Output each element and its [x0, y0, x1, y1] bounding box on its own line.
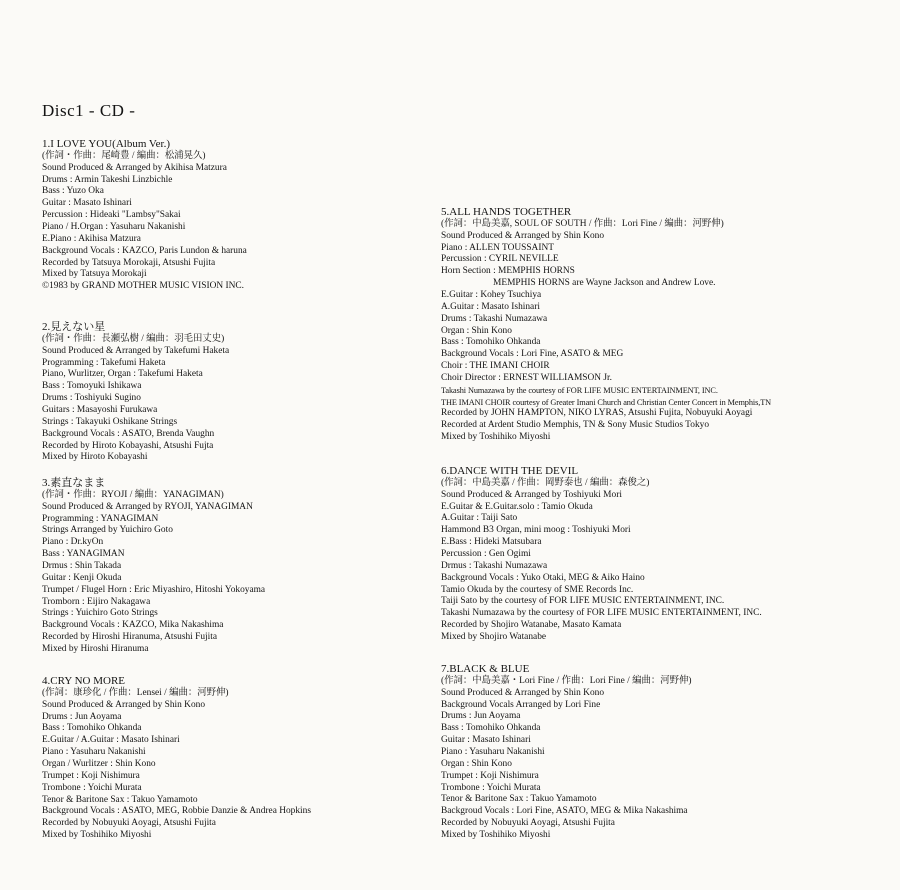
credit-line: Sound Produced & Arranged by Toshiyuki Mori — [441, 489, 622, 500]
credit-line: Recorded at Ardent Studio Memphis, TN & Sony Music Studios Tokyo — [441, 420, 710, 431]
credit-line: Horn Section : MEMPHIS HORNS — [441, 266, 575, 277]
credit-line: Bass : YANAGIMAN — [42, 549, 125, 560]
credit-line: Sound Produced & Arranged by Takefumi Haketa — [42, 345, 230, 356]
credit-line: Taiji Sato by the courtesy of FOR LIFE MUSIC ENTERTAINMENT, INC. — [441, 596, 725, 607]
track-composer-credit: (作詞・作曲：RYOJI / 編曲：YANAGIMAN) — [42, 489, 224, 500]
credit-line: Sound Produced & Arranged by Shin Kono — [441, 687, 605, 698]
credit-line: Tamio Okuda by the courtesy of SME Records Inc. — [441, 584, 634, 595]
credit-line: Background Vocals : Yuko Otaki, MEG & Aiko Haino — [441, 572, 645, 583]
credit-line: Recorded by Hiroshi Hiranuma, Atsushi Fujita — [42, 632, 217, 643]
credit-line: Choir Director : ERNEST WILLIAMSON Jr. — [441, 372, 612, 383]
credit-line: Drums : Toshiyuki Sugino — [42, 393, 141, 404]
credit-line: Takashi Numazawa by the courtesy of FOR LIFE MUSIC ENTERTAINMENT, INC. — [441, 608, 762, 619]
credit-line: Drmus : Shin Takada — [42, 560, 122, 571]
credit-line: Tenor & Baritone Sax : Takuo Yamamoto — [42, 794, 198, 805]
credit-line: Drums : Jun Aoyama — [42, 711, 122, 722]
track-block — [42, 676, 311, 842]
credit-line: Bass : Tomohiko Ohkanda — [441, 337, 541, 348]
credit-line: Percussion : Hideaki "Lambsy"Sakai — [42, 210, 181, 221]
credit-line: Drums : Takashi Numazawa — [441, 313, 548, 324]
credit-line: Bass : Yuzo Oka — [42, 186, 104, 197]
credit-line: MEMPHIS HORNS are Wayne Jackson and Andrew Love. — [493, 278, 716, 289]
credit-line: Trumpet : Koji Nishimura — [42, 770, 140, 781]
credit-line: Background Vocals : ASATO, MEG, Robbie Danzie & Andrea Hopkins — [42, 806, 311, 817]
credit-line: Piano / H.Organ : Yasuharu Nakanishi — [42, 221, 186, 232]
credit-line: THE IMANI CHOIR courtesy of Greater Imani Church and Christian Center Concert in Memphis,TN — [441, 397, 772, 407]
credit-line: Guitar : Masato Ishinari — [441, 735, 531, 746]
credit-line: Background Vocals : KAZCO, Mika Nakashima — [42, 620, 224, 631]
credit-line: Trumpet / Flugel Horn : Eric Miyashiro, Hitoshi Yokoyama — [42, 584, 266, 595]
credit-line: Recorded by Nobuyuki Aoyagi, Atsushi Fujita — [441, 818, 615, 829]
credit-line: Takashi Numazawa by the courtesy of FOR LIFE MUSIC ENTERTAINMENT, INC. — [441, 385, 718, 395]
credit-line: Percussion : CYRIL NEVILLE — [441, 254, 559, 265]
credit-line: Guitar : Kenji Okuda — [42, 572, 122, 583]
track-composer-credit: (作詞：中島美嘉・Lori Fine / 作曲：Lori Fine / 編曲：河野伸) — [441, 675, 692, 686]
track-title: 6.DANCE WITH THE DEVIL — [441, 465, 579, 477]
credit-line: Guitars : Masayoshi Furukawa — [42, 404, 158, 415]
credit-line: Drums : Armin Takeshi Linzbichle — [42, 174, 173, 185]
track-title: 4.CRY NO MORE — [42, 675, 126, 687]
track-title: 2.見えない星 — [42, 321, 106, 333]
credit-line: Strings : Yuichiro Goto Strings — [42, 608, 158, 619]
credit-line: Sound Produced & Arranged by Akihisa Matzura — [42, 162, 227, 173]
track-block — [42, 322, 229, 464]
credit-line: E.Bass : Hideki Matsubara — [441, 537, 542, 548]
credit-line: Mixed by Hiroto Kobayashi — [42, 452, 148, 463]
credit-line: E.Guitar & E.Guitar.solo : Tamio Okuda — [441, 501, 593, 512]
credit-line: Mixed by Toshihiko Miyoshi — [42, 830, 152, 841]
disc-title: Disc1 - CD - — [42, 101, 136, 120]
credit-line: Recorded by Hiroto Kobayashi, Atsushi Fujta — [42, 440, 214, 451]
credit-line: Choir : THE IMANI CHOIR — [441, 361, 550, 372]
credit-line: Bass : Tomohiko Ohkanda — [42, 723, 142, 734]
track-composer-credit: (作詞・作曲：尾崎豊 / 編曲：松浦晃久) — [42, 150, 206, 161]
credit-line: A.Guitar : Taiji Sato — [441, 513, 518, 524]
credit-line: Programming : YANAGIMAN — [42, 513, 159, 524]
credit-line: Sound Produced & Arranged by Shin Kono — [441, 230, 605, 241]
credit-line: E.Piano : Akihisa Matzura — [42, 233, 141, 244]
credit-line: Piano : Yasuharu Nakanishi — [42, 747, 146, 758]
credit-line: Sound Produced & Arranged by Shin Kono — [42, 699, 206, 710]
credit-line: E.Guitar / A.Guitar : Masato Ishinari — [42, 735, 180, 746]
credit-line: Piano, Wurlitzer, Organ : Takefumi Haketa — [42, 369, 203, 380]
credit-line: Recorded by Tatsuya Morokaji, Atsushi Fujita — [42, 257, 216, 268]
credit-line: Piano : Yasuharu Nakanishi — [441, 746, 545, 757]
credit-line: Mixed by Shojiro Watanabe — [441, 631, 547, 642]
credit-line: Tromborn : Eijiro Nakagawa — [42, 596, 151, 607]
credit-line: Programming : Takefumi Haketa — [42, 357, 166, 368]
credit-line: ©1983 by GRAND MOTHER MUSIC VISION INC. — [42, 281, 245, 292]
track-block — [42, 139, 247, 293]
credit-line: Hammond B3 Organ, mini moog : Toshiyuki Mori — [441, 525, 631, 536]
credit-line: Mixed by Toshihiko Miyoshi — [441, 432, 551, 443]
credit-line: Drums : Jun Aoyama — [441, 711, 521, 722]
track-block — [441, 207, 771, 444]
credit-line: Strings : Takayuki Oshikane Strings — [42, 416, 178, 427]
track-composer-credit: (作詞：康珍化 / 作曲：Lensei / 編曲：河野伸) — [42, 687, 229, 698]
track-block — [42, 478, 265, 656]
credit-line: Background Vocals : Lori Fine, ASATO & MEG — [441, 349, 624, 360]
track-title: 3.素直なまま — [42, 477, 106, 489]
credit-line: Recorded by JOHN HAMPTON, NIKO LYRAS, Atsushi Fujita, Nobuyuki Aoyagi — [441, 408, 753, 419]
track-block — [441, 466, 762, 644]
credit-line: Mixed by Tatsuya Morokaji — [42, 269, 147, 280]
track-title: 7.BLACK & BLUE — [441, 663, 530, 675]
track-title: 5.ALL HANDS TOGETHER — [441, 206, 572, 218]
credit-line: Bass : Tomohiko Ohkanda — [441, 723, 541, 734]
credit-line: E.Guitar : Kohey Tsuchiya — [441, 289, 542, 300]
credit-line: Trumpet : Koji Nishimura — [441, 770, 539, 781]
credit-line: Mixed by Toshihiko Miyoshi — [441, 829, 551, 840]
credit-line: Background Vocals : KAZCO, Paris Lundon & haruna — [42, 245, 247, 256]
credit-line: Mixed by Hiroshi Hiranuma — [42, 643, 149, 654]
credit-line: Bass : Tomoyuki Ishikawa — [42, 381, 142, 392]
credit-line: Organ / Wurlitzer : Shin Kono — [42, 758, 156, 769]
credit-line: Organ : Shin Kono — [441, 325, 512, 336]
track-composer-credit: (作詞：中島美嘉, SOUL OF SOUTH / 作曲：Lori Fine / 編曲：河野伸) — [441, 218, 724, 229]
credit-line: Piano : Dr.kyOn — [42, 537, 104, 548]
credit-line: Background Vocals : ASATO, Brenda Vaughn — [42, 428, 215, 439]
credit-line: Trombone : Yoichi Murata — [441, 782, 541, 793]
credit-line: Piano : ALLEN TOUSSAINT — [441, 242, 554, 253]
credit-line: Backgroud Vocals : Lori Fine, ASATO, MEG & Mika Nakashima — [441, 806, 688, 817]
track-block — [441, 664, 692, 842]
track-title: 1.I LOVE YOU(Album Ver.) — [42, 138, 171, 150]
credit-line: Recorded by Shojiro Watanabe, Masato Kamata — [441, 620, 622, 631]
credit-line: Tenor & Baritone Sax : Takuo Yamamoto — [441, 794, 597, 805]
track-composer-credit: (作詞・作曲：長瀬弘樹 / 編曲：羽毛田丈史) — [42, 333, 225, 344]
credit-line: Drmus : Takashi Numazawa — [441, 560, 548, 571]
credit-line: Recorded by Nobuyuki Aoyagi, Atsushi Fujita — [42, 818, 216, 829]
credit-line: Guitar : Masato Ishinari — [42, 198, 132, 209]
credit-line: Trombone : Yoichi Murata — [42, 782, 142, 793]
credit-line: Strings Arranged by Yuichiro Goto — [42, 525, 173, 536]
credit-line: Background Vocals Arranged by Lori Fine — [441, 699, 601, 710]
credit-line: Percussion : Gen Ogimi — [441, 548, 531, 559]
credit-line: A.Guitar : Masato Ishinari — [441, 301, 540, 312]
credit-line: Sound Produced & Arranged by RYOJI, YANAGIMAN — [42, 501, 253, 512]
credit-line: Organ : Shin Kono — [441, 758, 512, 769]
track-composer-credit: (作詞：中島美嘉 / 作曲：岡野泰也 / 編曲：森俊之) — [441, 477, 650, 488]
